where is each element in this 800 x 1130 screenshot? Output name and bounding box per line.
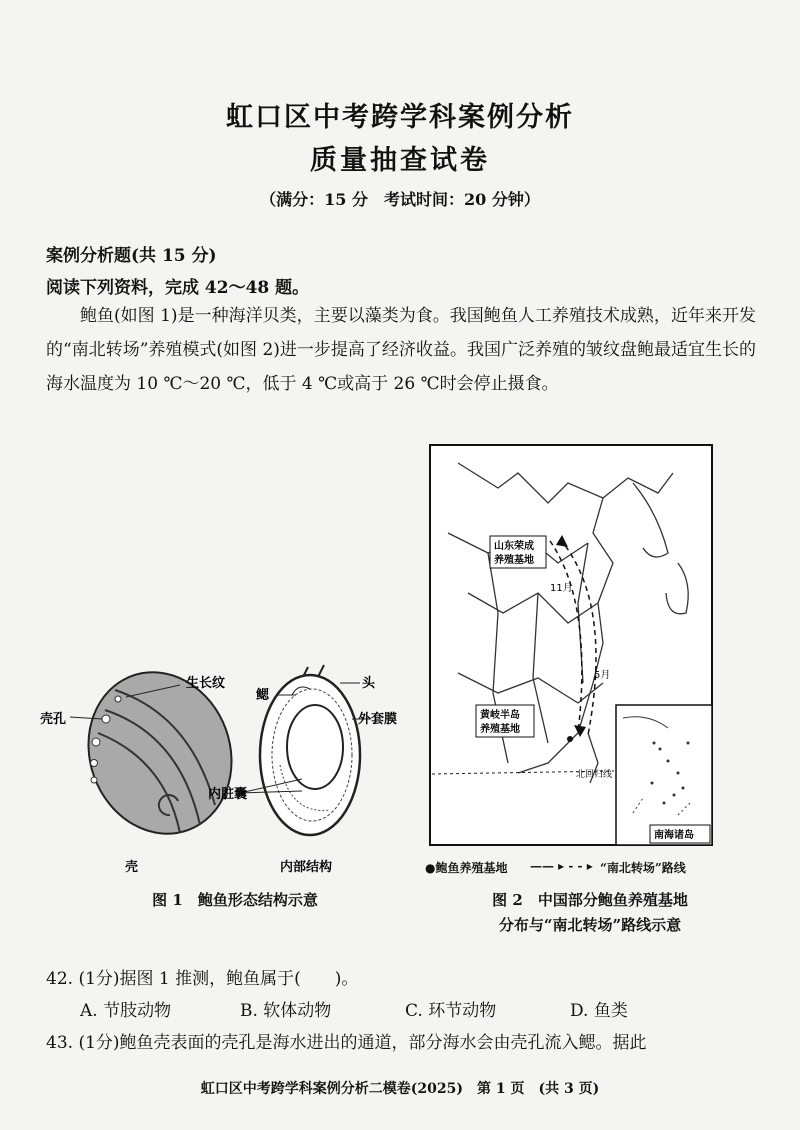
label-shell: 壳 (125, 860, 139, 875)
label-viscera: 内脏囊 (208, 787, 248, 802)
question-42-option-d: D. 鱼类 (570, 1001, 628, 1021)
exam-subtitle: 质量抽查试卷 (310, 145, 490, 176)
label-head: 头 (362, 676, 376, 691)
question-42-option-b: B. 软体动物 (240, 1001, 332, 1021)
figure1-caption: 图 1 鲍鱼形态结构示意 (152, 891, 318, 909)
question-42-option-c: C. 环节动物 (405, 1001, 497, 1021)
question-42-stem: 42. (1分)据图 1 推测，鲍鱼属于( )。 (46, 969, 359, 989)
inset-frame (616, 705, 712, 845)
label-south-base-line2: 养殖基地 (480, 724, 520, 735)
abalone-shell-drawing (66, 655, 254, 854)
label-month-may: 5月 (594, 670, 611, 681)
exam-meta: （满分：15 分 考试时间：20 分钟） (260, 190, 540, 209)
question-43-stem: 43. (1分)鲍鱼壳表面的壳孔是海水进出的通道，部分海水会由壳孔流入鳃。据此 (46, 1033, 647, 1053)
legend-route-arrow-icon: —— ▸ - - ▸ (530, 859, 593, 873)
exam-title: 虹口区中考跨学科案例分析 (226, 102, 574, 133)
label-south-base-line1: 黄岐半岛 (480, 710, 520, 721)
label-tropic: 北回归线 (576, 770, 613, 780)
label-gill: 鳃 (256, 688, 270, 703)
question-42-option-a: A. 节肢动物 (80, 1001, 172, 1021)
reading-passage: 鲍鱼(如图 1)是一种海洋贝类，主要以藻类为食。我国鲍鱼人工养殖技术成熟，近年来开发的“南北转场”养殖模式(如图 2)进一步提高了经济收益。我国广泛养殖的皱纹盘鲍最适宜生长的海水温度为 10 ℃～20 ℃，低于 4 ℃或高于 26 ℃时会停止摄食。 (46, 306, 756, 394)
page-footer: 虹口区中考跨学科案例分析二模卷(2025) 第 1 页 (共 3 页) (200, 1081, 600, 1097)
label-shell-holes: 壳孔 (40, 712, 67, 727)
label-mantle: 外套膜 (358, 712, 398, 727)
figure2-china-map (428, 443, 718, 853)
section-heading: 案例分析题(共 15 分) (46, 246, 217, 266)
label-north-base-line2: 养殖基地 (494, 555, 534, 566)
figure1-abalone-diagram (40, 655, 420, 880)
figure2-caption-line1: 图 2 中国部分鲍鱼养殖基地 (492, 891, 688, 909)
figure2-caption-line2: 分布与“南北转场”路线示意 (498, 916, 682, 934)
section-instruction: 阅读下列资料，完成 42～48 题。 (46, 278, 310, 298)
base-marker-south (567, 736, 573, 742)
legend-route: “南北转场”路线 (600, 861, 686, 875)
label-north-base-line1: 山东荣成 (494, 541, 534, 552)
label-inset: 南海诸岛 (654, 830, 694, 841)
label-internal-structure: 内部结构 (280, 860, 333, 875)
label-growth-lines: 生长纹 (186, 676, 226, 691)
legend-base: ●鲍鱼养殖基地 (425, 861, 508, 875)
label-month-nov: 11月 (550, 583, 573, 594)
